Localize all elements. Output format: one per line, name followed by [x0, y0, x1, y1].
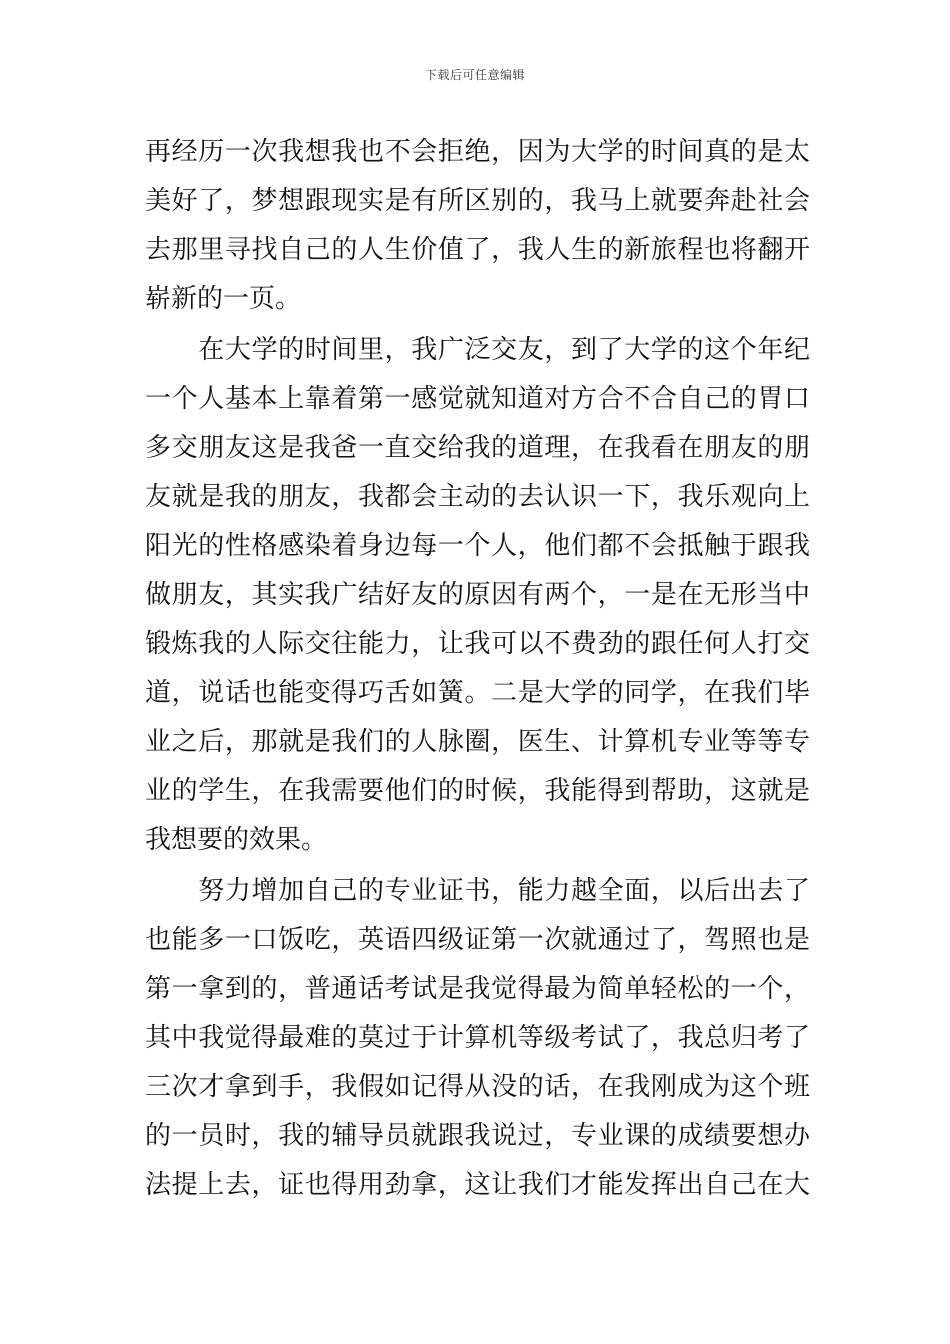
header-note: 下载后可任意编辑 — [424, 68, 525, 82]
body-text — [145, 128, 810, 1210]
text-line: 做朋友，其实我广结好友的原因有两个，一是在无形当中 — [145, 580, 810, 610]
text-line: 一个人基本上靠着第一感觉就知道对方合不合自己的胃口 — [145, 384, 810, 414]
text-line: 友就是我的朋友，我都会主动的去认识一下，我乐观向上 — [145, 482, 810, 512]
text-line: 第一拿到的，普通话考试是我觉得最为简单轻松的一个， — [145, 974, 810, 1004]
text-line: 再经历一次我想我也不会拒绝，因为大学的时间真的是太 — [145, 137, 810, 167]
text-line: 去那里寻找自己的人生价值了，我人生的新旅程也将翻开 — [145, 235, 810, 265]
text-line: 阳光的性格感染着身边每一个人，他们都不会抵触于跟我 — [145, 531, 810, 561]
paragraph — [145, 867, 810, 1210]
text-line: 我想要的效果。 — [145, 825, 328, 855]
text-line: 道，说话也能变得巧舌如簧。二是大学的同学，在我们毕 — [145, 678, 810, 708]
text-line: 崭新的一页。 — [145, 284, 302, 314]
paragraph — [145, 128, 810, 324]
text-line: 多交朋友这是我爸一直交给我的道理，在我看在朋友的朋 — [145, 433, 810, 463]
text-line: 美好了，梦想跟现实是有所区别的，我马上就要奔赴社会 — [145, 186, 810, 216]
text-line: 业的学生，在我需要他们的时候，我能得到帮助，这就是 — [145, 776, 810, 806]
text-line: 也能多一口饭吃，英语四级证第一次就通过了，驾照也是 — [145, 925, 810, 955]
text-line: 锻炼我的人际交往能力，让我可以不费劲的跟任何人打交 — [145, 629, 810, 659]
text-line: 的一员时，我的辅导员就跟我说过，专业课的成绩要想办 — [145, 1121, 810, 1151]
text-line: 在大学的时间里，我广泛交友，到了大学的这个年纪 — [145, 335, 810, 365]
text-line: 法提上去，证也得用劲拿，这让我们才能发挥出自己在大 — [145, 1170, 810, 1200]
text-line: 业之后，那就是我们的人脉圈，医生、计算机专业等等专 — [145, 727, 810, 757]
text-line: 三次才拿到手，我假如记得从没的话，在我刚成为这个班 — [145, 1072, 810, 1102]
text-line: 其中我觉得最难的莫过于计算机等级考试了，我总归考了 — [145, 1023, 810, 1053]
text-line: 努力增加自己的专业证书，能力越全面，以后出去了 — [145, 876, 810, 906]
paragraph — [145, 326, 810, 865]
